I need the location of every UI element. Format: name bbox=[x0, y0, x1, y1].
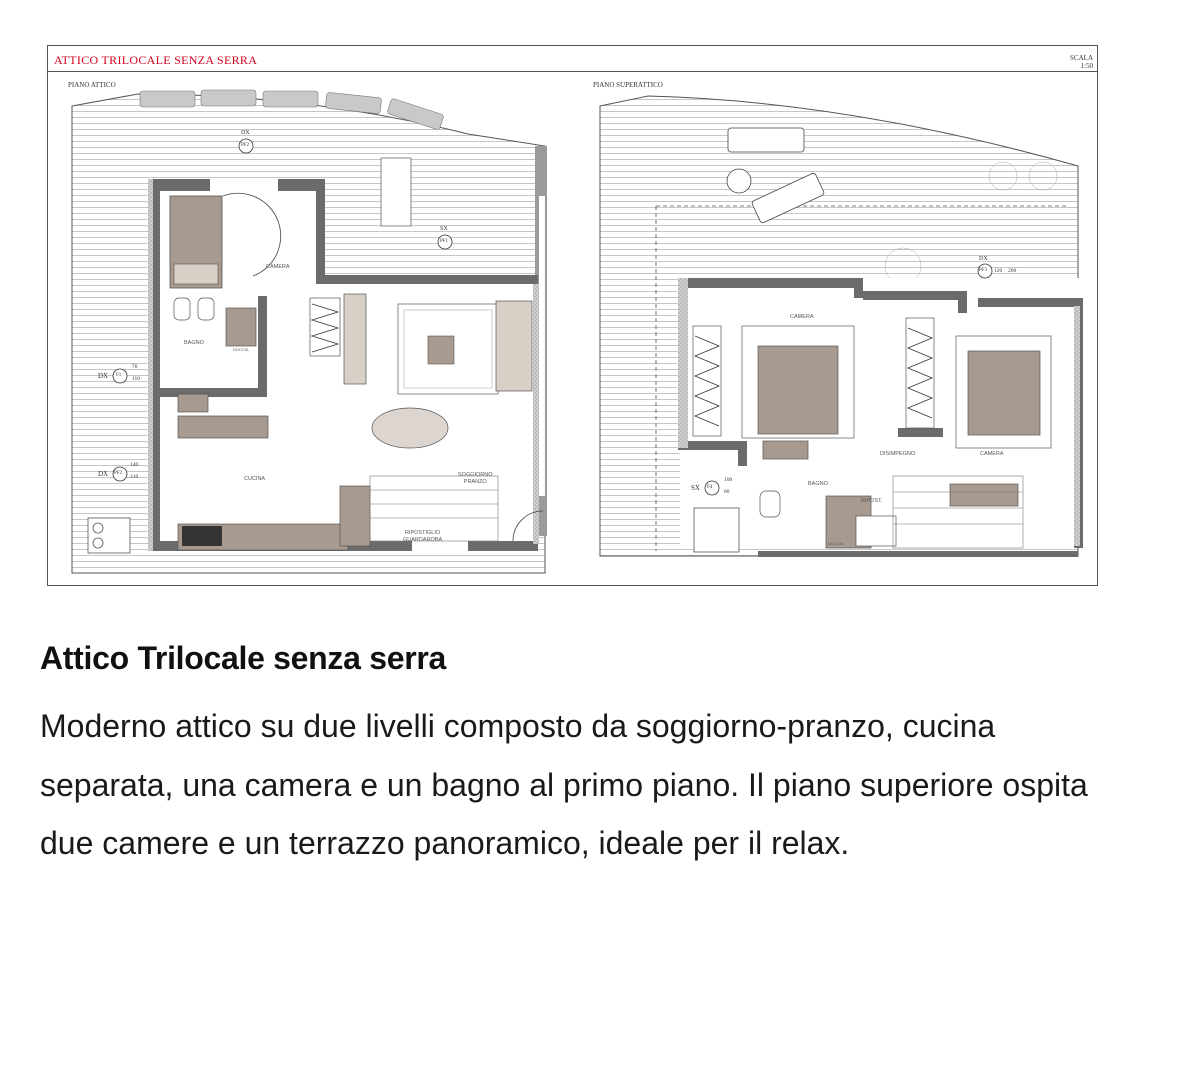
tag-f4-code: F4 bbox=[707, 485, 713, 490]
tag-f1-code: F1 bbox=[116, 373, 122, 378]
tag-pf1-code: PF1 bbox=[440, 239, 449, 244]
tag-pf3-code: PF3 bbox=[979, 268, 988, 273]
room-label-camera-1: CAMERA bbox=[790, 314, 814, 320]
plan-piano-superattico bbox=[600, 96, 1083, 557]
level-label-attico: PIANO ATTICO bbox=[68, 81, 116, 89]
room-label-ripostiglio bbox=[403, 530, 442, 544]
tag-pf3-dim-width: 120 bbox=[994, 268, 1003, 274]
room-label-pranzo-text: PRANZO bbox=[463, 479, 487, 485]
tag-pf2-side: DX bbox=[241, 130, 250, 136]
card-heading: Attico Trilocale senza serra bbox=[40, 640, 447, 676]
room-label-cucina: CUCINA bbox=[244, 476, 266, 482]
floorplan-image bbox=[47, 45, 1098, 586]
scale-label: SCALA bbox=[1070, 54, 1093, 62]
floorplan-drawing bbox=[48, 46, 1098, 586]
room-label-disimpegno: DISIMPEGNO bbox=[880, 451, 916, 457]
room-label-doccia-superattico: DOCCIA bbox=[828, 541, 844, 546]
tag-pf3-dim-height: 200 bbox=[1008, 268, 1017, 274]
floorplan-title: ATTICO TRILOCALE SENZA SERRA bbox=[54, 53, 258, 67]
room-label-camera: CAMERA bbox=[266, 264, 290, 270]
room-label-ripostiglio-superattico: RIPOST. bbox=[861, 498, 883, 504]
tag-pf2b-side: DX bbox=[98, 470, 109, 478]
room-label-soggiorno bbox=[458, 472, 493, 486]
tag-f4-dim-width: 100 bbox=[724, 477, 733, 483]
tag-pf1-side: SX bbox=[440, 226, 448, 232]
tag-pf2b-dim-width: 140 bbox=[130, 462, 139, 468]
room-label-ripostiglio-text: RIPOSTIGLIO bbox=[404, 530, 441, 536]
tag-f4-dim-height: 80 bbox=[724, 489, 730, 495]
room-label-camera-2: CAMERA bbox=[980, 451, 1004, 457]
level-label-superattico: PIANO SUPERATTICO bbox=[593, 81, 663, 89]
tag-pf2b-code: PF2 bbox=[114, 471, 123, 476]
tag-pf2b-dim-height: 210 bbox=[130, 474, 139, 480]
plan-piano-attico bbox=[72, 90, 547, 573]
tag-f1-dim-height: 110 bbox=[132, 376, 141, 382]
tag-pf2-code: PF2 bbox=[241, 143, 250, 148]
room-label-doccia: DOCCIA bbox=[233, 347, 249, 352]
room-label-soggiorno-text: SOGGIORNO bbox=[458, 472, 493, 478]
tag-pf3-side: DX bbox=[979, 256, 988, 262]
tag-f1-dim-width: 70 bbox=[132, 364, 138, 370]
room-label-guardaroba-text: GUARDAROBA bbox=[403, 537, 443, 543]
room-label-bagno: BAGNO bbox=[184, 340, 204, 346]
tag-f1-side: DX bbox=[98, 372, 109, 380]
card-description: Moderno attico su due livelli composto da soggiorno-pranzo, cucina separata, una camera e un bagno al primo piano. Il piano superiore ospita due camere e un terrazzo panoramico, ideale per il relax. bbox=[40, 708, 1088, 861]
room-label-bagno-superattico: BAGNO bbox=[808, 481, 828, 487]
scale-value: 1:50 bbox=[1080, 62, 1093, 70]
tag-f4-side: SX bbox=[691, 484, 700, 492]
